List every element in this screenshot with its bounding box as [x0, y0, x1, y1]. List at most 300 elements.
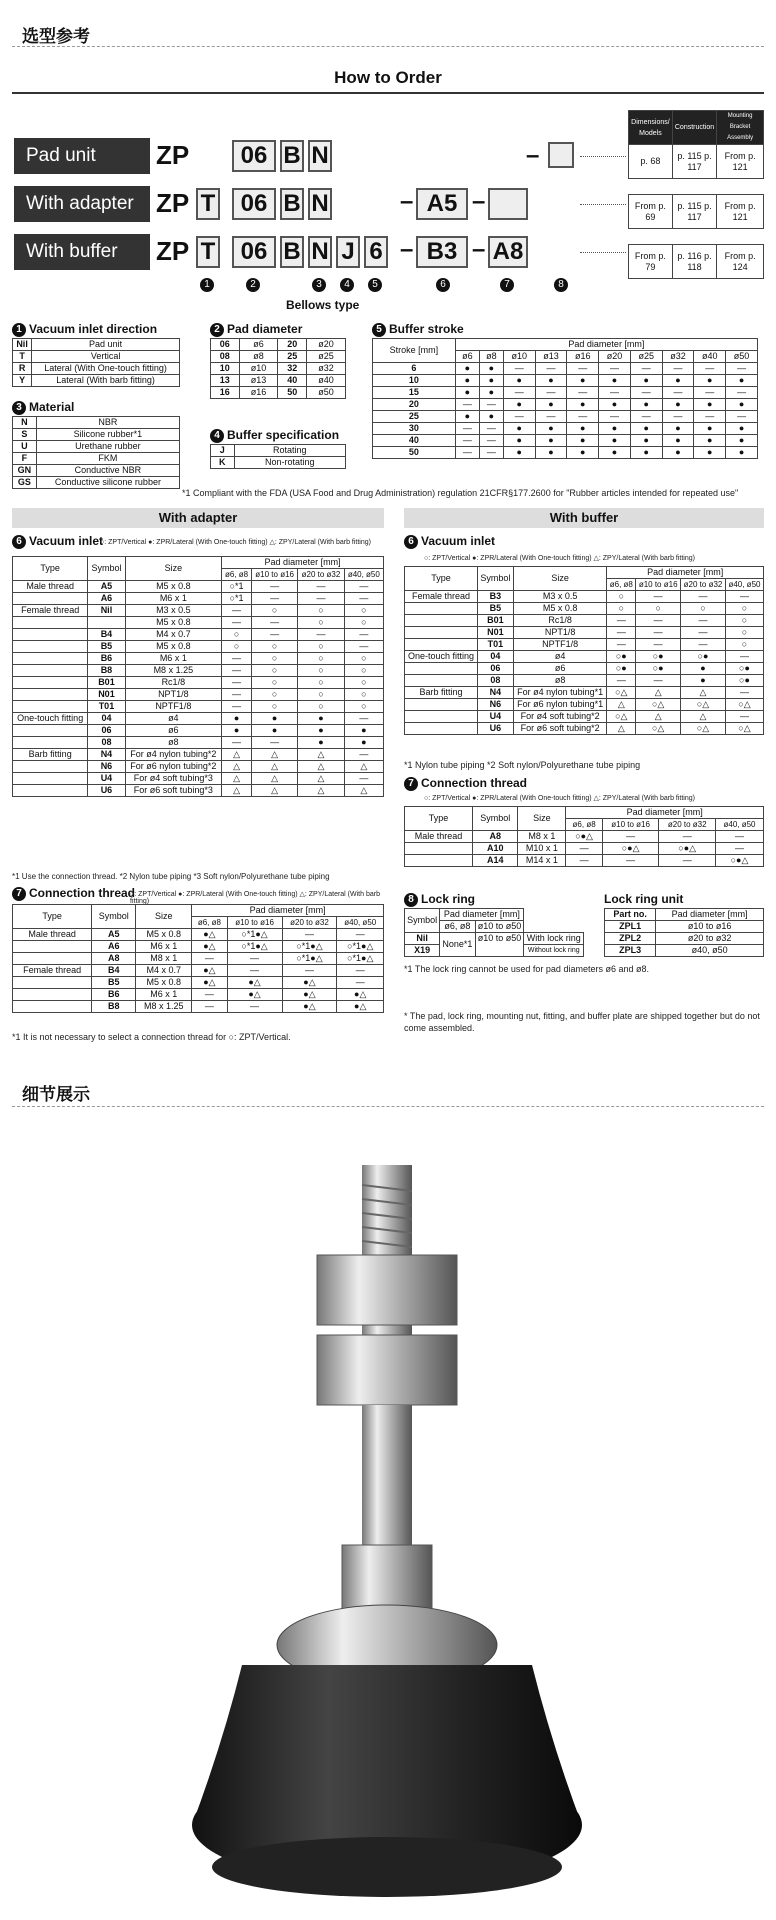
- table-cell: ●: [662, 435, 694, 447]
- table-cell: [13, 641, 88, 653]
- table-cell: Barb fitting: [13, 749, 88, 761]
- lock-unit-title: Lock ring unit: [604, 892, 684, 906]
- table-cell: [405, 843, 473, 855]
- table-row: [13, 929, 384, 941]
- table-cell: ●△: [192, 941, 227, 953]
- table-row: [13, 725, 384, 737]
- table-cell: ø8: [479, 351, 503, 363]
- table-row: [211, 351, 346, 363]
- with-buffer-bar: With buffer: [404, 508, 764, 528]
- table-cell: Type: [13, 905, 92, 929]
- table-cell: △: [681, 687, 726, 699]
- table-cell: ○*1: [222, 593, 252, 605]
- table-cell: Nil: [88, 605, 125, 617]
- table-cell: M8 x 1.25: [136, 1001, 192, 1013]
- table-cell: ●: [681, 675, 726, 687]
- table-cell: 50: [278, 387, 307, 399]
- table-cell: —: [681, 591, 726, 603]
- table-cell: M5 x 0.8: [136, 929, 192, 941]
- table-cell: —: [607, 639, 636, 651]
- zp-code: ZP: [156, 188, 190, 218]
- table-cell: —: [503, 387, 535, 399]
- table-cell: B01: [477, 615, 513, 627]
- product-photo: [12, 1125, 764, 1920]
- table-row: [13, 605, 384, 617]
- table-row: [13, 953, 384, 965]
- thread-shaft: [362, 1405, 412, 1545]
- table-cell: —: [337, 977, 384, 989]
- table-cell: —: [630, 387, 662, 399]
- table-cell: For ø4 nylon tubing*2: [125, 749, 222, 761]
- table-cell: —: [222, 665, 252, 677]
- table-cell: △: [222, 773, 252, 785]
- table-cell: 20: [278, 339, 307, 351]
- table-cell: —: [503, 363, 535, 375]
- table-cell: N4: [477, 687, 513, 699]
- table-cell: F: [13, 453, 37, 465]
- table-cell: N01: [477, 627, 513, 639]
- table-cell: ø50: [726, 351, 758, 363]
- table-cell: —: [607, 675, 636, 687]
- note: *1 Nylon tube piping *2 Soft nylon/Polyurethane tube piping: [404, 760, 641, 770]
- nut: [317, 1335, 457, 1405]
- table-cell: ○△: [636, 723, 681, 735]
- marker: 5: [368, 278, 382, 292]
- table-cell: △: [607, 723, 636, 735]
- ref-table: [628, 110, 764, 279]
- table-cell: Lateral (With One-touch fitting): [32, 363, 180, 375]
- table-cell: M5 x 0.8: [125, 581, 222, 593]
- table-row: [605, 945, 764, 957]
- table-cell: —: [607, 627, 636, 639]
- table-cell: ø6, ø8: [566, 819, 602, 831]
- table-cell: ○: [298, 617, 344, 629]
- table-cell: ø13: [535, 351, 567, 363]
- table-cell: ○●: [725, 663, 763, 675]
- table-cell: ●△: [282, 989, 337, 1001]
- table-cell: —: [479, 423, 503, 435]
- table-cell: [405, 699, 478, 711]
- table-cell: 6: [373, 363, 456, 375]
- table-cell: —: [222, 617, 252, 629]
- table-row: [405, 591, 764, 603]
- legend: ○: ZPT/Vertical ●: ZPR/Lateral (With One-touch fitting) △: ZPY/Lateral (With barb fitting): [424, 795, 695, 802]
- buffer-connection-table: [404, 806, 764, 867]
- table-row: [405, 627, 764, 639]
- table-cell: —: [251, 617, 297, 629]
- table-cell: ○●△: [659, 843, 716, 855]
- table-cell: Female thread: [13, 605, 88, 617]
- table-cell: ●: [344, 725, 383, 737]
- caption: 1 Vacuum inlet direction: [12, 322, 157, 337]
- table-cell: ○: [636, 603, 681, 615]
- material-table: [12, 416, 180, 489]
- code-box: T: [196, 188, 220, 220]
- table-cell: —: [282, 929, 337, 941]
- table-cell: ○: [607, 591, 636, 603]
- pad-unit-label: Pad unit: [14, 138, 150, 174]
- table-cell: Rc1/8: [125, 677, 222, 689]
- table-cell: [405, 711, 478, 723]
- table-cell: ○: [251, 665, 297, 677]
- table-cell: —: [344, 593, 383, 605]
- table-cell: ○: [251, 701, 297, 713]
- detail-heading: 细节展示: [22, 1085, 90, 1104]
- table-cell: [13, 653, 88, 665]
- table-cell: For ø6 nylon tubing*1: [513, 699, 607, 711]
- table-cell: ●: [599, 435, 631, 447]
- table-row: [13, 417, 180, 429]
- table-cell: [13, 725, 88, 737]
- caption: 4 Buffer specification: [210, 428, 339, 443]
- marker: 2: [246, 278, 260, 292]
- table-cell: —: [251, 629, 297, 641]
- zp-code: ZP: [156, 236, 190, 266]
- table-cell: ●: [298, 737, 344, 749]
- table-cell: ø16: [239, 387, 278, 399]
- table-row: [13, 363, 180, 375]
- table-cell: ø20 to ø32: [282, 917, 337, 929]
- table-cell: —: [298, 629, 344, 641]
- leader: [580, 204, 626, 205]
- table-cell: —: [222, 605, 252, 617]
- table-cell: ø10 to ø16: [251, 569, 297, 581]
- table-cell: ø25: [307, 351, 346, 363]
- table-cell: —: [479, 447, 503, 459]
- table-cell: A5: [88, 581, 125, 593]
- table-cell: △: [344, 785, 383, 797]
- table-row: [13, 351, 180, 363]
- legend: ○: ZPT/Vertical ●: ZPR/Lateral (With One-touch fitting) △: ZPY/Lateral (With barb fitting): [424, 555, 695, 562]
- legend: ○: ZPT/Vertical ●: ZPR/Lateral (With One-touch fitting) △: ZPY/Lateral (With barb fitting): [100, 539, 371, 546]
- table-cell: ○: [251, 677, 297, 689]
- table-row: [211, 375, 346, 387]
- table-cell: —: [344, 773, 383, 785]
- table-cell: △: [298, 761, 344, 773]
- table-cell: ø8: [239, 351, 278, 363]
- dash: –: [472, 236, 486, 263]
- table-cell: 04: [88, 713, 125, 725]
- table-cell: —: [602, 831, 659, 843]
- table-cell: ø40: [694, 351, 726, 363]
- table-cell: —: [337, 929, 384, 941]
- table-cell: Pad diameter [mm]: [607, 567, 764, 579]
- table-cell: A6: [88, 593, 125, 605]
- table-cell: —: [607, 615, 636, 627]
- table-cell: ●: [479, 387, 503, 399]
- table-cell: B6: [88, 653, 125, 665]
- caption: 6 Vacuum inlet: [404, 534, 495, 549]
- table-cell: ●: [251, 725, 297, 737]
- table-cell: —: [222, 689, 252, 701]
- table-cell: ZPL2: [605, 933, 656, 945]
- table-cell: ○: [298, 665, 344, 677]
- table-cell: B6: [92, 989, 136, 1001]
- table-row: [405, 831, 764, 843]
- table-cell: △: [251, 785, 297, 797]
- table-cell: △: [636, 711, 681, 723]
- table-row: [211, 363, 346, 375]
- divider: [12, 46, 764, 47]
- table-cell: M5 x 0.8: [513, 603, 607, 615]
- table-cell: ○: [298, 605, 344, 617]
- table-cell: Type: [405, 567, 478, 591]
- table-cell: 40: [278, 375, 307, 387]
- with-adapter-label: With adapter: [14, 186, 150, 222]
- lock-ring-table: Symbol Pad diameter [mm] ø6, ø8 ø10 to ø50 Nil None*1 ø10 to ø50 With lock ring X19 Without lock ring: [404, 908, 584, 957]
- table-cell: GN: [13, 465, 37, 477]
- table-cell: 10: [373, 375, 456, 387]
- table-cell: ●: [567, 375, 599, 387]
- table-cell: —: [681, 615, 726, 627]
- table-cell: ø20: [307, 339, 346, 351]
- table-cell: A5: [92, 929, 136, 941]
- table-cell: [13, 977, 92, 989]
- table-cell: ●: [694, 435, 726, 447]
- table-cell: N: [13, 417, 37, 429]
- table-cell: M10 x 1: [518, 843, 566, 855]
- table-cell: ●△: [337, 989, 384, 1001]
- table-cell: ○: [298, 689, 344, 701]
- code-box: A8: [488, 236, 528, 268]
- table-cell: ●: [662, 447, 694, 459]
- table-row: [405, 711, 764, 723]
- table-cell: 32: [278, 363, 307, 375]
- dash: –: [400, 236, 414, 263]
- marker: 4: [340, 278, 354, 292]
- table-cell: —: [726, 387, 758, 399]
- table-cell: K: [211, 457, 235, 469]
- table-row: [13, 617, 384, 629]
- code-box: A5: [416, 188, 468, 220]
- ship-note: * The pad, lock ring, mounting nut, fitting, and buffer plate are shipped together but do not come assembled.: [404, 1011, 760, 1033]
- table-cell: —: [726, 363, 758, 375]
- table-cell: M14 x 1: [518, 855, 566, 867]
- table-cell: T01: [88, 701, 125, 713]
- table-cell: —: [636, 591, 681, 603]
- table-cell: —: [503, 411, 535, 423]
- table-cell: △: [298, 773, 344, 785]
- table-cell: ○△: [725, 723, 763, 735]
- table-row: [605, 921, 764, 933]
- table-cell: 25: [278, 351, 307, 363]
- table-row: [605, 909, 764, 921]
- table-cell: [13, 941, 92, 953]
- table-cell: ○: [344, 689, 383, 701]
- table-cell: Symbol: [477, 567, 513, 591]
- table-cell: ø40: [307, 375, 346, 387]
- table-cell: B5: [92, 977, 136, 989]
- table-cell: —: [567, 411, 599, 423]
- table-cell: ø10: [239, 363, 278, 375]
- table-cell: Barb fitting: [405, 687, 478, 699]
- table-row: [405, 615, 764, 627]
- table-cell: [405, 675, 478, 687]
- table-row: [13, 713, 384, 725]
- caption: 8 Lock ring: [404, 892, 475, 907]
- table-cell: 16: [211, 387, 240, 399]
- table-cell: △: [607, 699, 636, 711]
- adapter-connection-table: [12, 904, 384, 1013]
- table-cell: NPTF1/8: [513, 639, 607, 651]
- table-cell: ●: [455, 363, 479, 375]
- table-cell: For ø6 soft tubing*3: [125, 785, 222, 797]
- table-cell: —: [344, 641, 383, 653]
- pad-diameter-table: [210, 338, 346, 399]
- table-cell: ●: [455, 411, 479, 423]
- table-row: [13, 941, 384, 953]
- table-cell: B5: [477, 603, 513, 615]
- table-cell: Vertical: [32, 351, 180, 363]
- table-cell: ●: [455, 375, 479, 387]
- table-cell: [13, 701, 88, 713]
- table-row: [405, 651, 764, 663]
- table-cell: ø50: [307, 387, 346, 399]
- table-row: [13, 737, 384, 749]
- table-cell: △: [298, 785, 344, 797]
- table-cell: GS: [13, 477, 37, 489]
- table-cell: ○: [725, 639, 763, 651]
- table-cell: B8: [88, 665, 125, 677]
- table-cell: ●: [630, 423, 662, 435]
- table-cell: —: [192, 1001, 227, 1013]
- table-cell: ○△: [607, 711, 636, 723]
- pad-lip: [212, 1837, 562, 1897]
- table-cell: —: [535, 411, 567, 423]
- table-cell: —: [298, 593, 344, 605]
- table-cell: ●: [222, 713, 252, 725]
- table-cell: △: [251, 749, 297, 761]
- table-cell: Rc1/8: [513, 615, 607, 627]
- table-cell: ○△: [681, 699, 726, 711]
- table-cell: ○: [344, 653, 383, 665]
- table-cell: ●: [599, 447, 631, 459]
- table-cell: ø6: [239, 339, 278, 351]
- table-row: [13, 989, 384, 1001]
- table-cell: Part no.: [605, 909, 656, 921]
- table-cell: 06: [88, 725, 125, 737]
- table-cell: —: [567, 387, 599, 399]
- table-cell: △: [251, 773, 297, 785]
- table-cell: For ø4 soft tubing*2: [513, 711, 607, 723]
- table-cell: ●: [535, 375, 567, 387]
- table-cell: ø32: [662, 351, 694, 363]
- table-cell: —: [455, 399, 479, 411]
- code-box: 6: [364, 236, 388, 268]
- table-cell: Female thread: [13, 965, 92, 977]
- table-cell: ●: [630, 447, 662, 459]
- table-cell: ●: [694, 447, 726, 459]
- ref-cell: From p. 124: [717, 245, 764, 279]
- table-cell: Y: [13, 375, 32, 387]
- table-row: [405, 843, 764, 855]
- table-cell: ○*1●△: [337, 941, 384, 953]
- table-cell: —: [192, 953, 227, 965]
- table-cell: R: [13, 363, 32, 375]
- with-adapter-bar: With adapter: [12, 508, 384, 528]
- table-cell: —: [726, 411, 758, 423]
- table-cell: ø20 to ø32: [656, 933, 764, 945]
- table-cell: [13, 773, 88, 785]
- table-row: [13, 653, 384, 665]
- table-cell: ●: [222, 725, 252, 737]
- marker: 7: [500, 278, 514, 292]
- table-cell: —: [662, 387, 694, 399]
- table-cell: T01: [477, 639, 513, 651]
- table-cell: △: [681, 711, 726, 723]
- table-cell: ●: [694, 423, 726, 435]
- table-cell: [13, 629, 88, 641]
- table-cell: 08: [477, 675, 513, 687]
- leader: [580, 156, 626, 157]
- table-cell: M5 x 0.8: [125, 617, 222, 629]
- table-cell: ○: [607, 603, 636, 615]
- table-cell: △: [344, 761, 383, 773]
- table-cell: U: [13, 441, 37, 453]
- code-box: N: [308, 236, 332, 268]
- table-cell: A10: [473, 843, 518, 855]
- table-cell: U6: [477, 723, 513, 735]
- table-cell: [13, 989, 92, 1001]
- table-cell: —: [227, 953, 282, 965]
- table-cell: T: [13, 351, 32, 363]
- table-cell: ○: [251, 605, 297, 617]
- table-cell: ●△: [192, 929, 227, 941]
- table-cell: ø4: [125, 713, 222, 725]
- leader: [580, 252, 626, 253]
- table-cell: —: [535, 363, 567, 375]
- table-cell: M8 x 1: [518, 831, 566, 843]
- code-box: J: [336, 236, 360, 268]
- table-cell: U4: [477, 711, 513, 723]
- table-cell: NPT1/8: [513, 627, 607, 639]
- table-cell: [405, 723, 478, 735]
- table-cell: ●: [479, 375, 503, 387]
- table-cell: —: [636, 615, 681, 627]
- table-cell: ●: [535, 423, 567, 435]
- table-cell: —: [659, 855, 716, 867]
- table-cell: B01: [88, 677, 125, 689]
- table-row: [13, 749, 384, 761]
- table-cell: —: [662, 411, 694, 423]
- table-cell: ø13: [239, 375, 278, 387]
- table-cell: ●: [726, 447, 758, 459]
- table-cell: M4 x 0.7: [136, 965, 192, 977]
- table-cell: 10: [211, 363, 240, 375]
- ref-cell: p. 116 p. 118: [672, 245, 716, 279]
- table-cell: ø10 to ø16: [636, 579, 681, 591]
- dash: –: [526, 142, 540, 169]
- vacuum-direction-table: [12, 338, 180, 387]
- table-cell: ●: [503, 375, 535, 387]
- table-cell: FKM: [36, 453, 179, 465]
- table-cell: —: [222, 677, 252, 689]
- dash: –: [400, 188, 414, 215]
- table-cell: ○△: [636, 699, 681, 711]
- table-cell: ●: [251, 713, 297, 725]
- table-cell: —: [716, 831, 764, 843]
- code-box: 06: [232, 236, 276, 268]
- table-cell: Pad diameter [mm]: [192, 905, 384, 917]
- table-row: [405, 855, 764, 867]
- table-cell: ●: [503, 435, 535, 447]
- ref-cell: From p. 121: [717, 145, 764, 179]
- table-cell: Male thread: [405, 831, 473, 843]
- table-cell: ø40, ø50: [725, 579, 763, 591]
- table-cell: ○●: [607, 651, 636, 663]
- divider: [12, 1106, 764, 1107]
- ref-cell: p. 115 p. 117: [672, 195, 716, 229]
